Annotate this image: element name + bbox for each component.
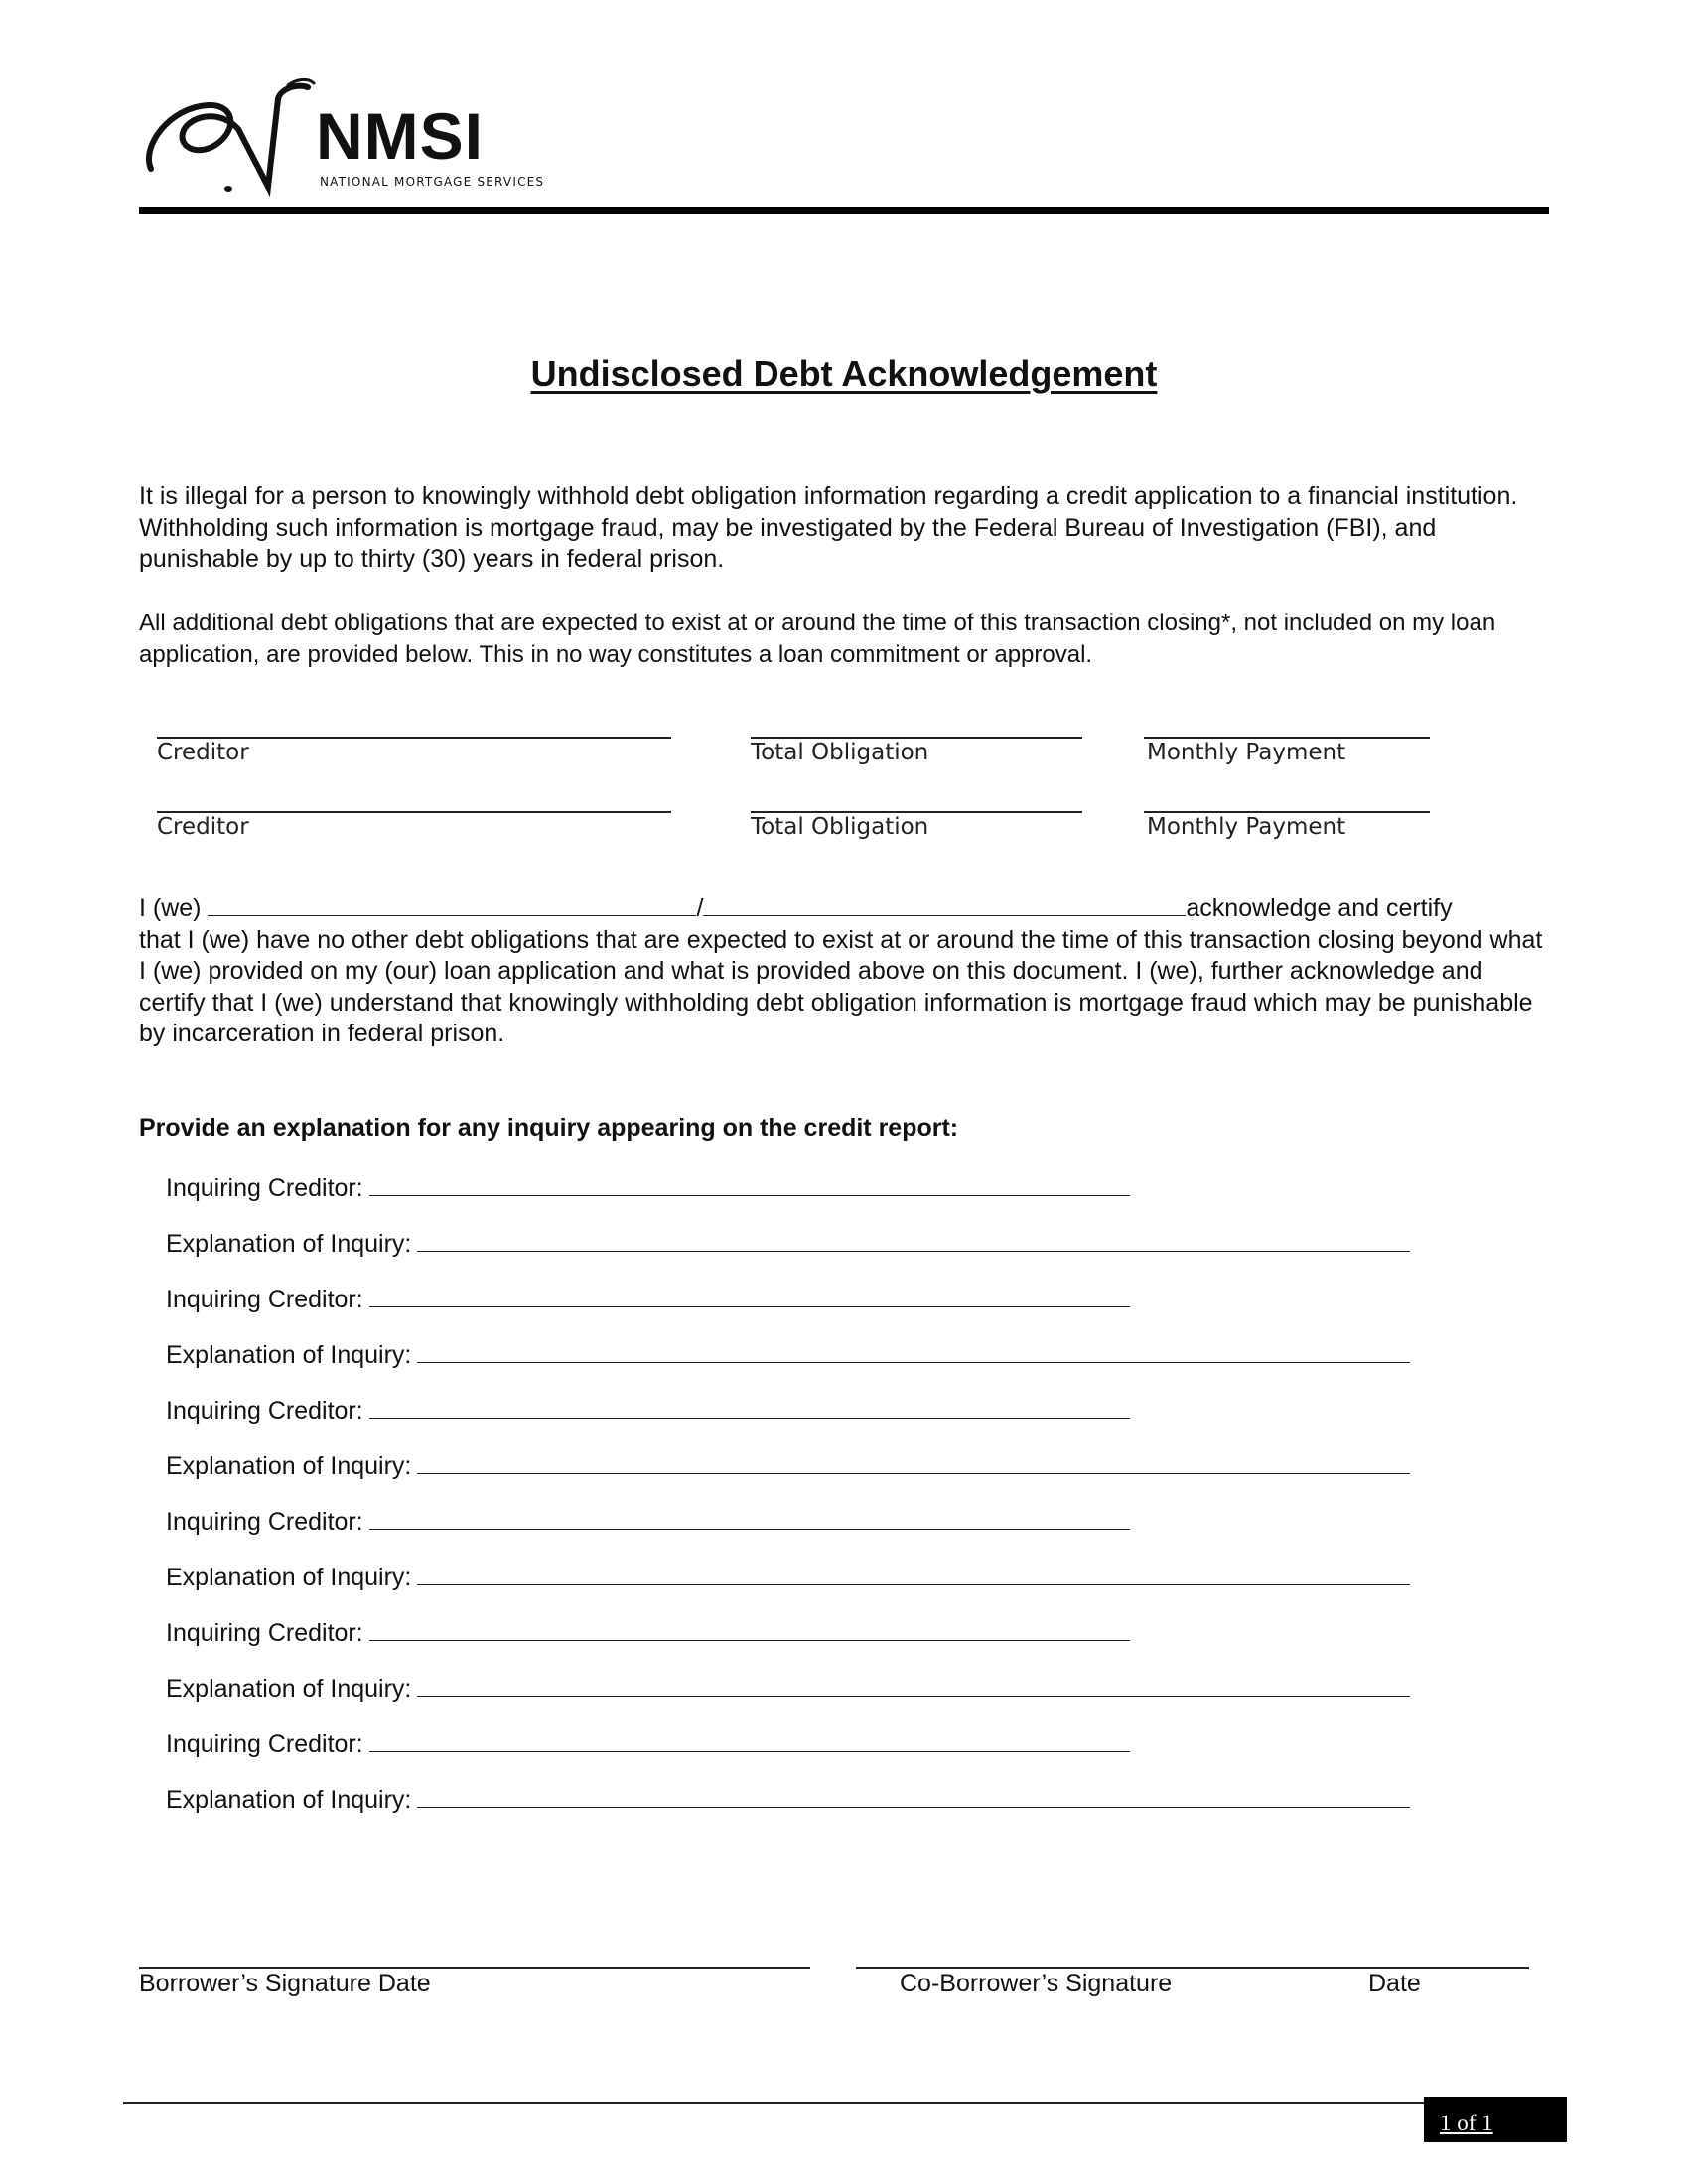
explanation-label: Explanation of Inquiry:	[166, 1230, 412, 1258]
total-obligation-field[interactable]	[751, 737, 1082, 739]
script-n-logo-mark	[139, 77, 318, 197]
co-borrower-name-field[interactable]	[703, 915, 1186, 916]
inquiring-creditor-row	[166, 1507, 1130, 1537]
total-obligation-label: Total Obligation	[751, 814, 929, 840]
creditor-field[interactable]	[157, 811, 671, 813]
header-rule	[139, 207, 1549, 214]
certification-body: that I (we) have no other debt obligations that are expected to exist at or around the time of this transaction closing beyond what I (we) provided on my (our) loan application and what is provided above on this document. I (we), further acknowledge and certify that I (we) understand that knowingly withholding debt obligation information is mortgage fraud which may be punishable by incarceration in federal prison.	[139, 925, 1543, 1047]
monthly-payment-field[interactable]	[1144, 811, 1430, 813]
explanation-field[interactable]	[417, 1674, 1410, 1697]
monthly-payment-label: Monthly Payment	[1147, 814, 1346, 840]
inquiring-creditor-field[interactable]	[369, 1729, 1130, 1752]
explanation-row	[166, 1563, 1410, 1592]
inquiring-creditor-row	[166, 1173, 1130, 1203]
creditor-label: Creditor	[157, 814, 249, 840]
explanation-field[interactable]	[417, 1451, 1410, 1474]
inquiring-creditor-row	[166, 1729, 1130, 1759]
inquiring-creditor-label: Inquiring Creditor:	[166, 1508, 363, 1536]
explanation-label: Explanation of Inquiry:	[166, 1452, 412, 1480]
monthly-payment-field[interactable]	[1144, 737, 1430, 739]
nmsi-logo	[139, 77, 616, 197]
creditor-label: Creditor	[157, 740, 249, 765]
monthly-payment-label: Monthly Payment	[1147, 740, 1346, 765]
inquiring-creditor-row	[166, 1618, 1130, 1648]
inquiry-heading: Provide an explanation for any inquiry appearing on the credit report:	[139, 1114, 959, 1142]
explanation-label: Explanation of Inquiry:	[166, 1786, 412, 1814]
additional-debts-paragraph: All additional debt obligations that are expected to exist at or around the time of this transaction closing*, not included on my loan application, are provided below. This in no way constitutes a loan commitment or approval.	[139, 610, 1496, 668]
explanation-field[interactable]	[417, 1340, 1410, 1363]
logo-tagline: NATIONAL MORTGAGE SERVICES	[320, 175, 545, 189]
inquiring-creditor-field[interactable]	[369, 1618, 1130, 1641]
explanation-row	[166, 1451, 1410, 1481]
page-number: 1 of 1	[1440, 2111, 1493, 2135]
inquiring-creditor-field[interactable]	[369, 1285, 1130, 1307]
borrower-signature-line[interactable]	[139, 1967, 810, 1969]
inquiring-creditor-field[interactable]	[369, 1507, 1130, 1530]
inquiring-creditor-label: Inquiring Creditor:	[166, 1619, 363, 1647]
certification-paragraph	[139, 893, 1549, 1050]
explanation-label: Explanation of Inquiry:	[166, 1564, 412, 1591]
co-borrower-signature-label: Co-Borrower’s Signature	[900, 1970, 1173, 1997]
creditor-field[interactable]	[157, 737, 671, 739]
co-borrower-signature-line[interactable]	[856, 1967, 1529, 1969]
footer-rule	[123, 2102, 1426, 2104]
certification-suffix: acknowledge and certify	[1186, 894, 1453, 922]
logo-wordmark: NMSI	[316, 99, 484, 173]
inquiring-creditor-field[interactable]	[369, 1173, 1130, 1196]
name-separator: /	[696, 894, 704, 922]
inquiring-creditor-row	[166, 1285, 1130, 1314]
explanation-label: Explanation of Inquiry:	[166, 1341, 412, 1369]
explanation-field[interactable]	[417, 1229, 1410, 1252]
borrower-name-field[interactable]	[208, 915, 696, 916]
explanation-row	[166, 1229, 1410, 1259]
certification-prefix: I (we)	[139, 894, 202, 922]
explanation-field[interactable]	[417, 1563, 1410, 1585]
borrower-signature-label: Borrower’s Signature Date	[139, 1970, 431, 1997]
explanation-row	[166, 1340, 1410, 1370]
fraud-warning-paragraph: It is illegal for a person to knowingly withhold debt obligation information regarding a credit application to a financial institution. Withholding such information is mortgage fraud, may be investigated by the Federal Bureau of Investigation (FBI), and punishable by up to thirty (30) years in federal prison.	[139, 482, 1518, 573]
inquiring-creditor-row	[166, 1396, 1130, 1426]
explanation-row	[166, 1785, 1410, 1815]
inquiring-creditor-label: Inquiring Creditor:	[166, 1397, 363, 1425]
explanation-label: Explanation of Inquiry:	[166, 1675, 412, 1703]
explanation-field[interactable]	[417, 1785, 1410, 1808]
explanation-row	[166, 1674, 1410, 1704]
inquiring-creditor-label: Inquiring Creditor:	[166, 1174, 363, 1202]
co-borrower-date-label: Date	[1368, 1970, 1421, 1997]
total-obligation-label: Total Obligation	[751, 740, 929, 765]
inquiring-creditor-field[interactable]	[369, 1396, 1130, 1419]
inquiring-creditor-label: Inquiring Creditor:	[166, 1286, 363, 1313]
document-title: Undisclosed Debt Acknowledgement	[530, 353, 1158, 394]
total-obligation-field[interactable]	[751, 811, 1082, 813]
certification-first-line	[139, 893, 1549, 925]
inquiring-creditor-label: Inquiring Creditor:	[166, 1730, 363, 1758]
